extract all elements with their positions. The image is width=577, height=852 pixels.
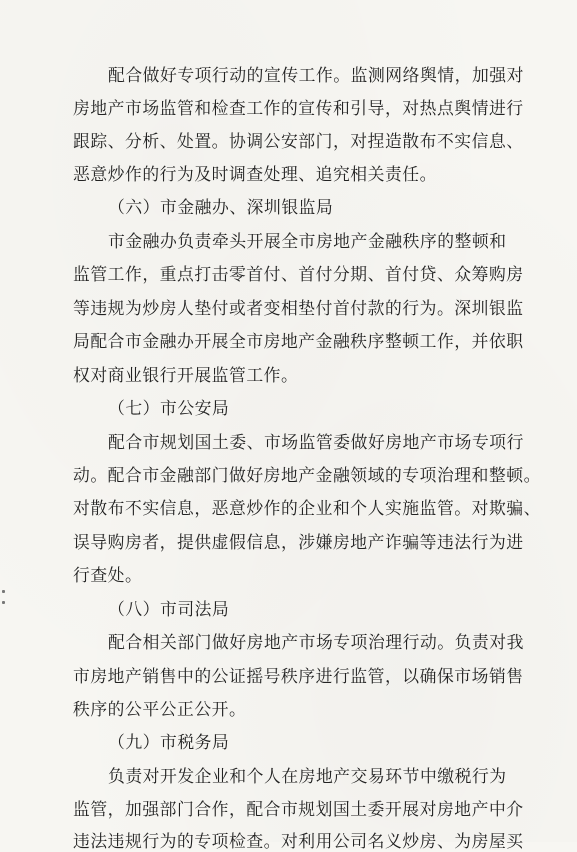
binding-hole-mark xyxy=(2,601,5,604)
section-heading-7: （七）市公安局 xyxy=(108,398,230,418)
paragraph-line: 市房地产销售中的公证摇号秩序进行监管，以确保市场销售 xyxy=(73,666,524,686)
paragraph-line: 负责对开发企业和个人在房地产交易环节中缴税行为 xyxy=(108,766,507,786)
paragraph-line: 房地产市场监管和检查工作的宣传和引导，对热点舆情进行 xyxy=(73,98,524,118)
paragraph-line: 配合市规划国土委、市场监管委做好房地产市场专项行 xyxy=(108,432,524,452)
paragraph-line: 误导购房者，提供虚假信息，涉嫌房地产诈骗等违法行为进 xyxy=(73,532,524,552)
paragraph-line: 恶意炒作的行为及时调查处理、追究相关责任。 xyxy=(73,164,437,184)
section-heading-9: （九）市税务局 xyxy=(108,732,230,752)
paragraph-line: 监管工作，重点打击零首付、首付分期、首付贷、众筹购房 xyxy=(73,264,524,284)
section-heading-8: （八）市司法局 xyxy=(108,599,230,619)
paragraph-line: 局配合市金融办开展全市房地产金融秩序整顿工作，并依职 xyxy=(73,331,524,351)
paragraph-line: 权对商业银行开展监管工作。 xyxy=(73,365,299,385)
paragraph-line: 秩序的公平公正公开。 xyxy=(73,699,247,719)
paragraph-line: 对散布不实信息，恶意炒作的企业和个人实施监管。对欺骗、 xyxy=(73,498,541,518)
paragraph-line: 市金融办负责牵头开展全市房地产金融秩序的整顿和 xyxy=(108,231,507,251)
binding-hole-mark xyxy=(2,590,5,593)
paragraph-line: 监管，加强部门合作，配合市规划国土委开展对房地产中介 xyxy=(73,799,524,819)
paragraph-line: 动。配合市金融部门做好房地产金融领域的专项治理和整顿。 xyxy=(73,465,541,485)
paragraph-line: 跟踪、分析、处置。协调公安部门，对捏造散布不实信息、 xyxy=(73,131,524,151)
section-heading-6: （六）市金融办、深圳银监局 xyxy=(108,197,334,217)
paragraph-line: 行查处。 xyxy=(73,565,143,585)
paragraph-line: 配合相关部门做好房地产市场专项治理行动。负责对我 xyxy=(108,632,524,652)
paragraph-line: 等违规为炒房人垫付或者变相垫付首付款的行为。深圳银监 xyxy=(73,298,524,318)
paragraph-line: 违法违规行为的专项检查。对利用公司名义炒房、为房屋买 xyxy=(73,831,524,851)
paragraph-line: 配合做好专项行动的宣传工作。监测网络舆情，加强对 xyxy=(108,65,524,85)
